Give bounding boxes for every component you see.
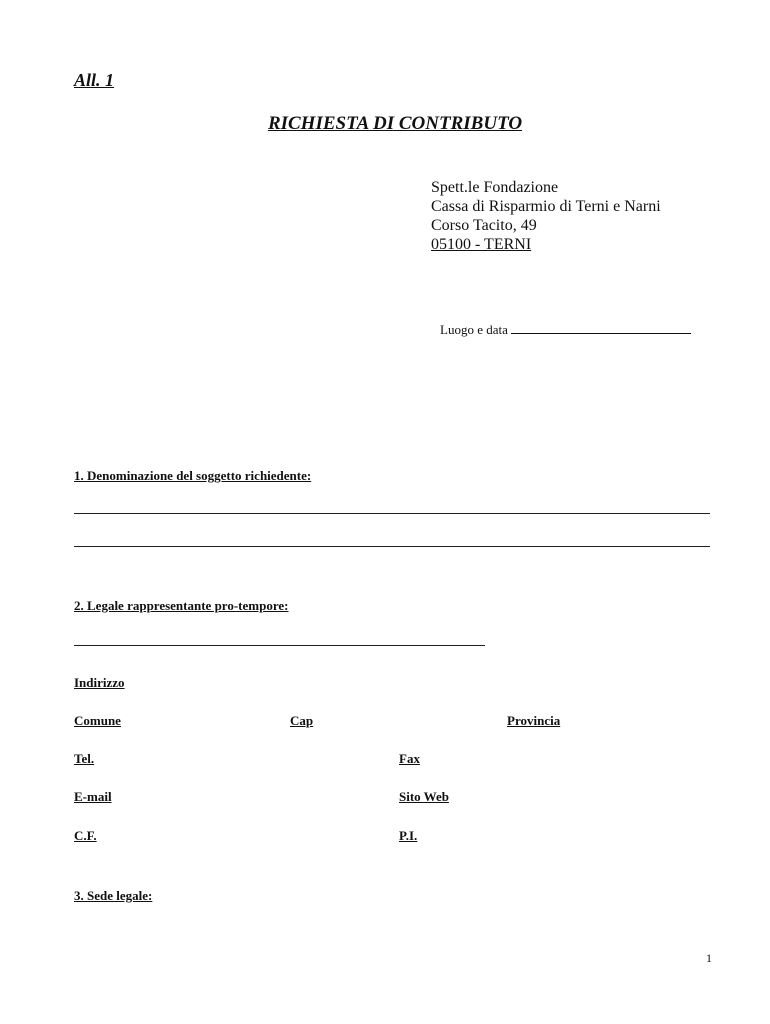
legal-representative-line[interactable] (74, 645, 485, 646)
section-2-heading: 2. Legale rappresentante pro-tempore: (74, 598, 289, 613)
sito-web-label: Sito Web (399, 789, 449, 804)
provincia-label: Provincia (507, 713, 561, 728)
recipient-line-4: 05100 - TERNI (431, 236, 532, 253)
page-number: 1 (706, 951, 712, 965)
annex-label: All. 1 (74, 70, 115, 90)
document-title: RICHIESTA DI CONTRIBUTO (267, 113, 523, 134)
email-label: E-mail (74, 789, 112, 804)
fax-label: Fax (399, 751, 420, 766)
recipient-line-1: Spett.le Fondazione (431, 179, 559, 196)
pi-label: P.I. (399, 828, 418, 843)
place-date-field (440, 321, 691, 338)
section-3-heading: 3. Sede legale: (74, 888, 153, 903)
cf-label: C.F. (74, 828, 97, 843)
recipient-line-2: Cassa di Risparmio di Terni e Narni (431, 198, 661, 215)
comune-label: Comune (74, 713, 121, 728)
cap-label: Cap (290, 713, 314, 728)
place-date-blank[interactable] (511, 321, 691, 334)
tel-label: Tel. (74, 751, 95, 766)
applicant-name-line-1[interactable] (74, 513, 710, 514)
section-1-heading: 1. Denominazione del soggetto richiedente: (74, 468, 312, 483)
applicant-name-line-2[interactable] (74, 546, 710, 547)
indirizzo-label: Indirizzo (74, 675, 125, 690)
place-date-label: Luogo e data (440, 322, 508, 337)
recipient-address (431, 178, 661, 254)
recipient-line-3: Corso Tacito, 49 (431, 217, 537, 234)
